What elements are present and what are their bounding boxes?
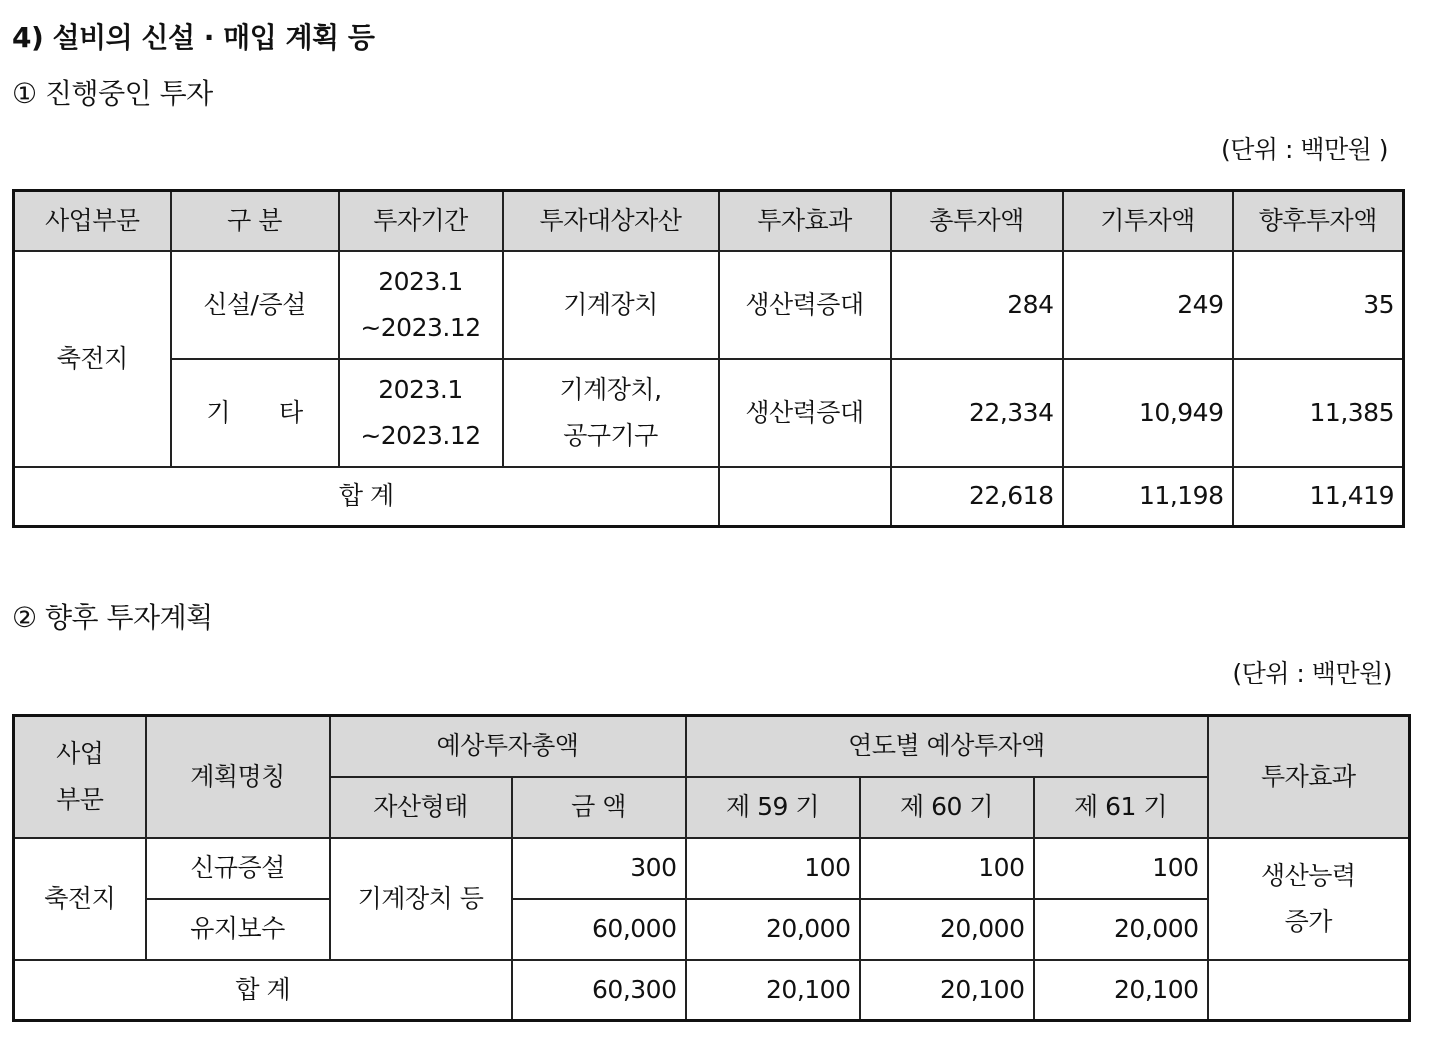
ongoing-investment-table <box>12 189 1405 528</box>
plan-cell: 신규증설 <box>146 838 330 899</box>
y59-cell: 20,000 <box>686 899 860 960</box>
segment-cell: 축전지 <box>14 251 171 467</box>
header-amount: 금 액 <box>512 777 686 838</box>
y61-cell: 20,000 <box>1034 899 1208 960</box>
asset-cell <box>503 251 719 359</box>
sum-label: 합 계 <box>14 960 512 1021</box>
table-row <box>14 899 1410 960</box>
asset-line-1: 기계장치, <box>559 374 662 404</box>
effect-line-1: 생산능력 <box>1260 860 1356 890</box>
header-y60: 제 60 기 <box>860 777 1034 838</box>
sum-total-cell: 22,618 <box>891 467 1063 527</box>
category-cell: 신설/증설 <box>171 251 339 359</box>
header-y59: 제 59 기 <box>686 777 860 838</box>
category-cell: 기 타 <box>171 359 339 467</box>
header-category: 구 분 <box>171 191 339 251</box>
remaining-cell: 35 <box>1233 251 1404 359</box>
header-total: 총투자액 <box>891 191 1063 251</box>
sum-effect-cell <box>1208 960 1410 1021</box>
period-cell <box>339 359 503 467</box>
table-sum-row <box>14 467 1404 527</box>
header-expected-total: 예상투자총액 <box>330 716 686 777</box>
header-invested: 기투자액 <box>1063 191 1233 251</box>
subsection-title-ongoing: ① 진행중인 투자 <box>12 77 213 110</box>
invested-cell: 10,949 <box>1063 359 1233 467</box>
sum-label: 합 계 <box>14 467 719 527</box>
asset-type-cell: 기계장치 등 <box>330 838 512 960</box>
unit-label: (단위 : 백만원) <box>1232 659 1392 688</box>
header-plan-name: 계획명칭 <box>146 716 330 838</box>
header-segment-line-2: 부문 <box>56 784 104 814</box>
period-end: ~2023.12 <box>360 312 481 342</box>
sum-y59-cell: 20,100 <box>686 960 860 1021</box>
remaining-cell: 11,385 <box>1233 359 1404 467</box>
y60-cell: 20,000 <box>860 899 1034 960</box>
section-heading: 4) 설비의 신설 · 매입 계획 등 <box>12 21 375 54</box>
y59-cell: 100 <box>686 838 860 899</box>
header-y61: 제 61 기 <box>1034 777 1208 838</box>
header-effect: 투자효과 <box>719 191 891 251</box>
effect-cell: 생산력증대 <box>719 359 891 467</box>
subsection-title-future: ② 향후 투자계획 <box>12 601 213 634</box>
invested-cell: 249 <box>1063 251 1233 359</box>
sum-amount-cell: 60,300 <box>512 960 686 1021</box>
period-end: ~2023.12 <box>360 420 481 450</box>
table-row <box>14 838 1410 899</box>
total-cell: 284 <box>891 251 1063 359</box>
effect-cell: 생산력증대 <box>719 251 891 359</box>
table-row <box>14 251 1404 359</box>
period-start: 2023.1 <box>378 374 463 404</box>
total-cell: 22,334 <box>891 359 1063 467</box>
y61-cell: 100 <box>1034 838 1208 899</box>
effect-line-2: 증가 <box>1284 906 1332 936</box>
amount-cell: 300 <box>512 838 686 899</box>
table-header-row <box>14 716 1410 777</box>
sum-y60-cell: 20,100 <box>860 960 1034 1021</box>
table-header-row <box>14 191 1404 251</box>
segment-cell: 축전지 <box>14 838 146 960</box>
unit-label: (단위 : 백만원 ) <box>1220 135 1388 164</box>
plan-cell: 유지보수 <box>146 899 330 960</box>
effect-cell <box>1208 838 1410 960</box>
header-asset-type: 자산형태 <box>330 777 512 838</box>
y60-cell: 100 <box>860 838 1034 899</box>
sum-invested-cell: 11,198 <box>1063 467 1233 527</box>
period-cell <box>339 251 503 359</box>
header-asset: 투자대상자산 <box>503 191 719 251</box>
header-period: 투자기간 <box>339 191 503 251</box>
asset-line-1: 기계장치 <box>563 289 658 319</box>
asset-line-2: 공구기구 <box>563 420 658 450</box>
header-effect: 투자효과 <box>1208 716 1410 838</box>
header-segment: 사업부문 <box>14 191 171 251</box>
header-segment-line-1: 사업 <box>56 738 104 768</box>
sum-remaining-cell: 11,419 <box>1233 467 1404 527</box>
asset-cell <box>503 359 719 467</box>
sum-y61-cell: 20,100 <box>1034 960 1208 1021</box>
header-segment <box>14 716 146 838</box>
sum-effect-cell <box>719 467 891 527</box>
header-remaining: 향후투자액 <box>1233 191 1404 251</box>
period-start: 2023.1 <box>378 266 463 296</box>
header-by-year: 연도별 예상투자액 <box>686 716 1208 777</box>
table-row <box>14 359 1404 467</box>
amount-cell: 60,000 <box>512 899 686 960</box>
future-investment-table <box>12 714 1411 1022</box>
table-sum-row <box>14 960 1410 1021</box>
